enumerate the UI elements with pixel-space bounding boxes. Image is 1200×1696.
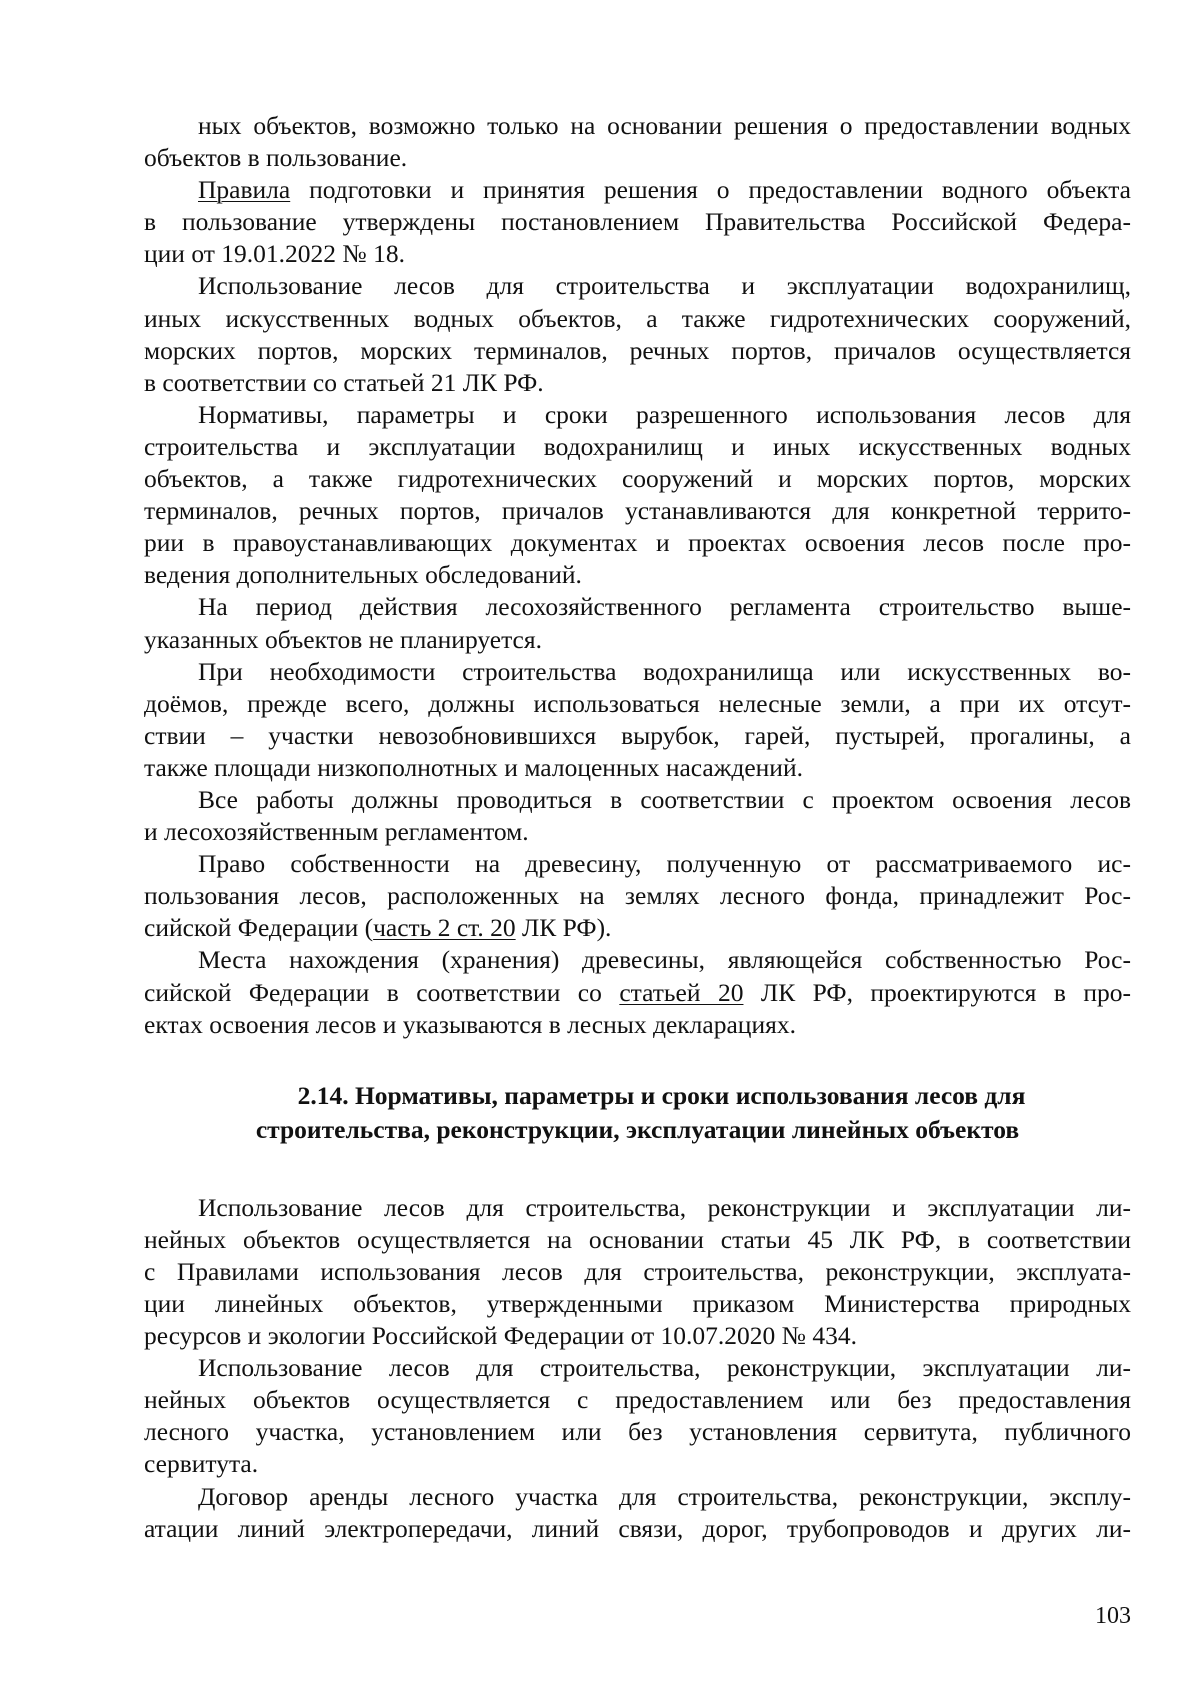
body-text-bottom	[144, 1192, 1131, 1545]
text-run: сийской Федерации (	[144, 913, 374, 943]
text-line: в соответствии со статьей 21 ЛК РФ.	[144, 367, 544, 397]
text-line	[144, 174, 1131, 206]
text-line: в пользование утверждены постановлением Правительства Российской Федера-	[144, 207, 1131, 237]
text-run: сийской Федерации в соответствии со	[144, 977, 620, 1007]
text-line: Использование лесов для строительства и эксплуатации водохранилищ,	[198, 271, 1131, 301]
paragraph	[144, 848, 1131, 944]
paragraph	[144, 1192, 1131, 1352]
text-line: ведения дополнительных обследований.	[144, 560, 582, 590]
text-line	[144, 977, 1131, 1009]
reference-link[interactable]: Правила	[198, 175, 291, 205]
text-run: подготовки и принятия решения о предоставлении водного объекта	[290, 175, 1131, 205]
text-line: атации линий электропередачи, линий связи, дорог, трубопроводов и других ли-	[144, 1513, 1131, 1543]
text-line: объектов, а также гидротехнических сооружений и морских портов, морских	[144, 464, 1131, 494]
text-line: Договор аренды лесного участка для строительства, реконструкции, эксплу-	[198, 1481, 1131, 1511]
paragraph	[144, 1352, 1131, 1480]
text-line: нейных объектов осуществляется с предоставлением или без предоставления	[144, 1385, 1131, 1415]
text-line: объектов в пользование.	[144, 143, 408, 173]
text-line: доёмов, прежде всего, должны использоваться нелесные земли, а при их отсут-	[144, 688, 1131, 718]
paragraph	[144, 591, 1131, 655]
text-line: и лесохозяйственным регламентом.	[144, 817, 529, 847]
text-line: морских портов, морских терминалов, речных портов, причалов осуществляется	[144, 335, 1131, 365]
text-line: ресурсов и экологии Российской Федерации от 10.07.2020 № 434.	[144, 1321, 857, 1351]
text-line: иных искусственных водных объектов, а также гидротехнических сооружений,	[144, 303, 1131, 333]
text-line: ции линейных объектов, утвержденными приказом Министерства природных	[144, 1289, 1131, 1318]
paragraph	[144, 399, 1131, 592]
text-line: сервитута.	[144, 1449, 259, 1479]
text-line: Использование лесов для строительства, реконструкции, эксплуатации ли-	[198, 1353, 1131, 1383]
paragraph	[144, 174, 1131, 270]
paragraph	[144, 944, 1131, 1040]
text-line: рии в правоустанавливающих документах и проектах освоения лесов после про-	[144, 528, 1131, 558]
section-heading	[144, 1079, 1131, 1147]
text-line: пользования лесов, расположенных на землях лесного фонда, принадлежит Рос-	[144, 881, 1131, 911]
text-line: ции от 19.01.2022 № 18.	[144, 239, 405, 269]
text-line: Все работы должны проводиться в соответствии с проектом освоения лесов	[198, 784, 1131, 814]
text-line: Право собственности на древесину, полученную от рассматриваемого ис-	[198, 849, 1131, 879]
text-line: ствии – участки невозобновившихся вырубок, гарей, пустырей, прогалины, а	[144, 720, 1131, 750]
paragraph	[144, 784, 1131, 848]
page-number: 103	[1095, 1603, 1131, 1629]
text-line: лесного участка, установлением или без установления сервитута, публичного	[144, 1417, 1131, 1447]
body-text-top	[144, 110, 1131, 1041]
text-line: ных объектов, возможно только на основании решения о предоставлении водных	[198, 111, 1131, 140]
text-line: При необходимости строительства водохранилища или искусственных во-	[198, 656, 1131, 686]
paragraph	[144, 110, 1131, 174]
text-line: Использование лесов для строительства, реконструкции и эксплуатации ли-	[198, 1192, 1131, 1222]
paragraph	[144, 270, 1131, 398]
text-line: ектах освоения лесов и указываются в лесных декларациях.	[144, 1009, 796, 1039]
text-run: ЛК РФ).	[515, 913, 612, 943]
reference-link[interactable]: статьей 20	[619, 977, 744, 1007]
document-page	[144, 110, 1131, 1545]
text-line: с Правилами использования лесов для строительства, реконструкции, эксплуата-	[144, 1256, 1131, 1286]
text-line: указанных объектов не планируется.	[144, 624, 542, 654]
text-line: нейных объектов осуществляется на основании статьи 45 ЛК РФ, в соответствии	[144, 1224, 1131, 1254]
section-heading-line-2: строительства, реконструкции, эксплуатации линейных объектов	[255, 1114, 1020, 1144]
text-run: ЛК РФ, проектируются в про-	[743, 977, 1132, 1007]
text-line: На период действия лесохозяйственного регламента строительство выше-	[198, 592, 1131, 622]
paragraph	[144, 1481, 1131, 1545]
text-line: строительства и эксплуатации водохранилищ и иных искусственных водных	[144, 431, 1131, 461]
text-line: Нормативы, параметры и сроки разрешенного использования лесов для	[198, 399, 1131, 429]
text-line: терминалов, речных портов, причалов устанавливаются для конкретной террито-	[144, 496, 1131, 526]
text-line: также площади низкополнотных и малоценных насаждений.	[144, 752, 803, 782]
text-line: Места нахождения (хранения) древесины, являющейся собственностью Рос-	[198, 945, 1131, 975]
text-line	[144, 912, 1131, 944]
reference-link[interactable]: часть 2 ст. 20	[373, 913, 516, 943]
paragraph	[144, 656, 1131, 784]
section-heading-line-1: 2.14. Нормативы, параметры и сроки использования лесов для	[297, 1080, 1026, 1110]
